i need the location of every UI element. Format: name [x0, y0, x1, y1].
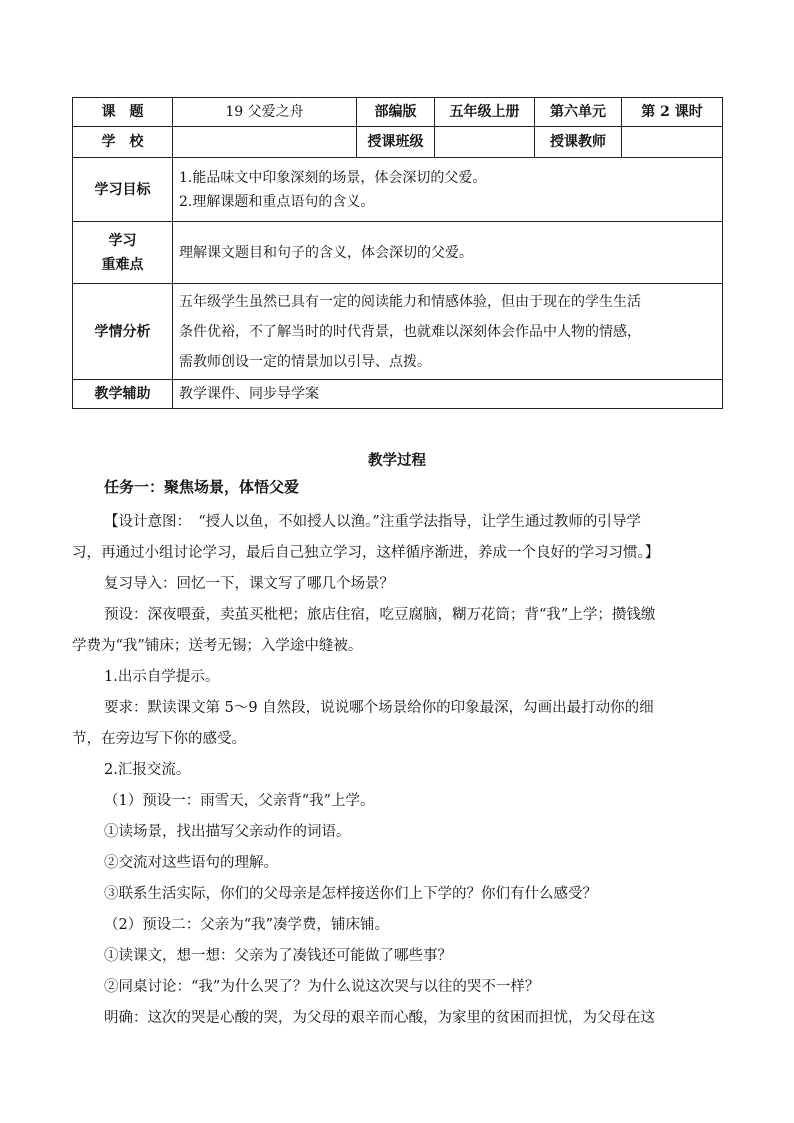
difficulty-content: 理解课文题目和句子的含义，体会深切的父爱。	[173, 222, 723, 284]
design-intent-line-1: 【设计意图： “授人以鱼，不如授人以渔。”注重学法指导，让学生通过教师的引导学	[104, 514, 641, 530]
step-1: 1.出示自学提示。	[104, 669, 220, 685]
review-intro: 复习导入：回忆一下，课文写了哪几个场景？	[104, 576, 394, 592]
preset-one-item-1: ①读场景，找出描写父亲动作的词语。	[104, 824, 351, 840]
table-row-goals	[73, 158, 723, 222]
goal-2: 2.理解课题和重点语句的含义。	[179, 193, 375, 210]
table-row-difficulty	[73, 222, 723, 284]
lesson-label: 课 题	[73, 98, 173, 127]
clarification: 明确：这次的哭是心酸的哭，为父母的艰辛而心酸，为家里的贫困而担忧，为父母在这	[104, 1010, 655, 1026]
goals-content	[173, 158, 723, 222]
analysis-line-3: 需教师创设一定的情景加以引导、点拨。	[179, 353, 431, 370]
aids-label: 教学辅助	[73, 380, 173, 409]
teacher-value	[622, 127, 723, 158]
edition: 部编版	[357, 98, 435, 127]
unit: 第六单元	[535, 98, 622, 127]
analysis-line-1: 五年级学生虽然已具有一定的阅读能力和情感体验，但由于现在的学生生活	[179, 293, 641, 310]
table-row-aids	[73, 380, 723, 409]
period: 第 2 课时	[622, 98, 723, 127]
grade: 五年级上册	[435, 98, 535, 127]
class-value	[435, 127, 535, 158]
goal-1: 1.能品味文中印象深刻的场景，体会深切的父爱。	[179, 169, 487, 186]
class-label: 授课班级	[357, 127, 435, 158]
aids-content: 教学课件、同步导学案	[173, 380, 723, 409]
preset-one-item-2: ②交流对这些语句的理解。	[104, 855, 278, 871]
requirement-line-2: 节，在旁边写下你的感受。	[72, 731, 246, 747]
preset-line-2: 学费为“我”铺床；送考无锡；入学途中缝被。	[72, 638, 363, 654]
analysis-label: 学情分析	[73, 284, 173, 380]
table-row-lesson	[73, 98, 723, 127]
school-label: 学 校	[73, 127, 173, 158]
step-2: 2.汇报交流。	[104, 762, 191, 778]
difficulty-label-line2: 重难点	[101, 256, 144, 273]
table-row-analysis	[73, 284, 723, 380]
lesson-title: 19 父爱之舟	[173, 98, 357, 127]
analysis-line-2: 条件优裕，不了解当时的时代背景，也就难以深刻体会作品中人物的情感，	[179, 323, 641, 340]
preset-line-1: 预设：深夜喂蚕，卖茧买枇杷；旅店住宿，吃豆腐脑，糊万花筒；背“我”上学；攒钱缴	[104, 607, 656, 623]
goals-label: 学习目标	[73, 158, 173, 222]
process-body	[72, 507, 724, 1034]
preset-two-item-1: ①读课文，想一想：父亲为了凑钱还可能做了哪些事？	[104, 948, 452, 964]
difficulty-label-line1: 学习	[108, 232, 137, 249]
teacher-label: 授课教师	[535, 127, 622, 158]
analysis-content	[173, 284, 723, 380]
difficulty-label	[73, 222, 173, 284]
preset-two-item-2: ②同桌讨论：“我”为什么哭了？为什么说这次哭与以往的哭不一样？	[104, 979, 540, 995]
process-title: 教学过程	[368, 452, 426, 469]
preset-two: （2）预设二：父亲为“我”凑学费，铺床铺。	[104, 917, 390, 933]
preset-one-item-3: ③联系生活实际，你们的父母亲是怎样接送你们上下学的？你们有什么感受？	[104, 886, 597, 902]
lesson-info-table	[72, 97, 723, 409]
table-row-school	[73, 127, 723, 158]
school-value	[173, 127, 357, 158]
preset-one: （1）预设一：雨雪天，父亲背“我”上学。	[104, 793, 375, 809]
design-intent-line-2: 习，再通过小组讨论学习，最后自己独立学习，这样循序渐进，养成一个良好的学习习惯。】	[72, 545, 660, 561]
task-heading: 任务一：聚焦场景，体悟父爱	[104, 478, 300, 496]
requirement-line-1: 要求：默读课文第 5～9 自然段，说说哪个场景给你的印象最深，勾画出最打动你的细	[104, 700, 654, 716]
